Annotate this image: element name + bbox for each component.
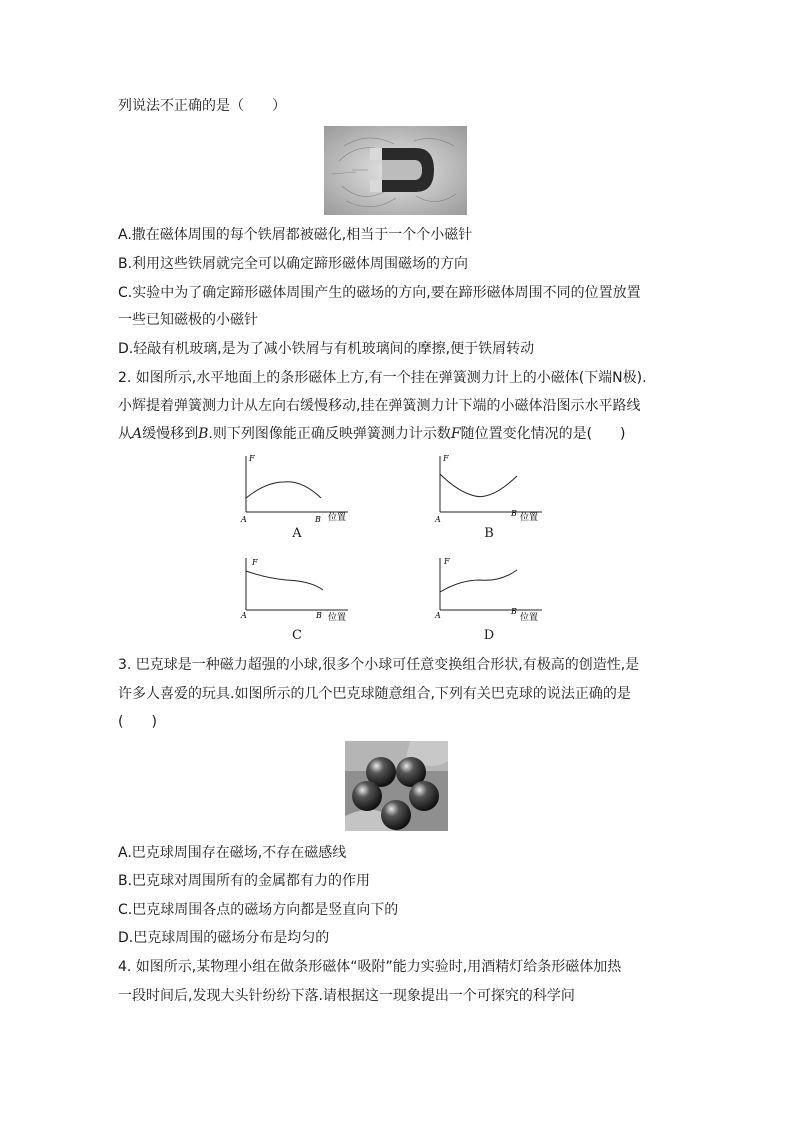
bucky-balls-photo bbox=[345, 741, 448, 831]
graph-b-x-axis: 位置 bbox=[520, 513, 539, 523]
graph-d bbox=[430, 554, 560, 629]
q4-stem-line1: 4. 如图所示,某物理小组在做条形磁体“吸附”能力实验时,用酒精灯给条形磁体加热 bbox=[118, 959, 622, 975]
graph-d-end: B bbox=[511, 607, 517, 616]
graph-d-label: D bbox=[483, 628, 495, 643]
graph-a-label: A bbox=[292, 526, 302, 541]
q3-stem-line3: ( ) bbox=[118, 714, 157, 730]
q1-option-c-line2: 一些已知磁极的小磁针 bbox=[118, 312, 258, 328]
q3-option-a: A.巴克球周围存在磁场,不存在磁感线 bbox=[118, 845, 347, 861]
q1-option-a: A.撒在磁体周围的每个铁屑都被磁化,相当于一个个小磁针 bbox=[118, 227, 473, 243]
graph-b-end: B bbox=[511, 509, 517, 518]
text: 则下列图像能正确反映弹簧测力计示数 bbox=[212, 426, 451, 442]
graph-b bbox=[430, 452, 560, 527]
q3-option-d: D.巴克球周围的磁场分布是均匀的 bbox=[118, 930, 330, 946]
q2-stem-line1: 2. 如图所示,水平地面上的条形磁体上方,有一个挂在弹簧测力计上的小磁体(下端N极). bbox=[118, 370, 647, 386]
text: 从 bbox=[118, 426, 132, 442]
q1-option-d: D.轻敲有机玻璃,是为了减小铁屑与有机玻璃间的摩擦,便于铁屑转动 bbox=[118, 341, 535, 357]
graph-b-origin: A bbox=[435, 515, 441, 524]
q1-option-b: B.利用这些铁屑就完全可以确定蹄形磁体周围磁场的方向 bbox=[118, 256, 469, 272]
graph-a bbox=[236, 452, 366, 527]
graph-c-origin: A bbox=[241, 611, 247, 620]
graph-c-end: B bbox=[316, 611, 322, 620]
q3-stem-line2: 许多人喜爱的玩具.如图所示的几个巴克球随意组合,下列有关巴克球的说法正确的是 bbox=[118, 686, 631, 702]
graph-b-y-axis: F bbox=[443, 454, 449, 463]
q2-stem-line2: 小辉提着弹簧测力计从左向右缓慢移动,挂在弹簧测力计下端的小磁体沿图示水平路线 bbox=[118, 398, 641, 414]
point-b: B. bbox=[198, 426, 213, 442]
graph-c-x-axis: 位置 bbox=[328, 613, 347, 623]
q3-stem-line1: 3. 巴克球是一种磁力超强的小球,很多个小球可任意变换组合形状,有极高的创造性,是 bbox=[118, 657, 640, 673]
q1-option-c-line1: C.实验中为了确定蹄形磁体周围产生的磁场的方向,要在蹄形磁体周围不同的位置放置 bbox=[118, 285, 641, 301]
q2-stem-line3 bbox=[118, 424, 626, 444]
graph-a-origin: A bbox=[241, 515, 247, 524]
text: 缓慢移到 bbox=[142, 426, 199, 442]
q3-option-b: B.巴克球对周围所有的金属都有力的作用 bbox=[118, 873, 371, 889]
graph-d-x-axis: 位置 bbox=[520, 613, 539, 623]
graph-c-y-axis: F bbox=[252, 558, 258, 567]
force-symbol: F bbox=[450, 426, 461, 442]
graph-d-y-axis: F bbox=[444, 557, 450, 566]
horseshoe-magnet-photo bbox=[324, 126, 467, 215]
q1-stem-tail: 列说法不正确的是（ ） bbox=[118, 98, 286, 114]
graph-a-y-axis: F bbox=[249, 454, 255, 463]
graph-a-x-axis: 位置 bbox=[328, 513, 347, 523]
point-a: A bbox=[132, 426, 143, 442]
q4-stem-line2: 一段时间后,发现大头针纷纷下落.请根据这一现象提出一个可探究的科学问 bbox=[118, 988, 575, 1004]
text: 随位置变化情况的是( ) bbox=[460, 426, 626, 442]
graph-c bbox=[236, 554, 366, 629]
graph-c-label: C bbox=[292, 628, 302, 643]
q3-option-c: C.巴克球周围各点的磁场方向都是竖直向下的 bbox=[118, 902, 399, 918]
graph-d-origin: A bbox=[435, 611, 441, 620]
graph-b-label: B bbox=[484, 526, 494, 541]
graph-a-end: B bbox=[315, 515, 321, 524]
